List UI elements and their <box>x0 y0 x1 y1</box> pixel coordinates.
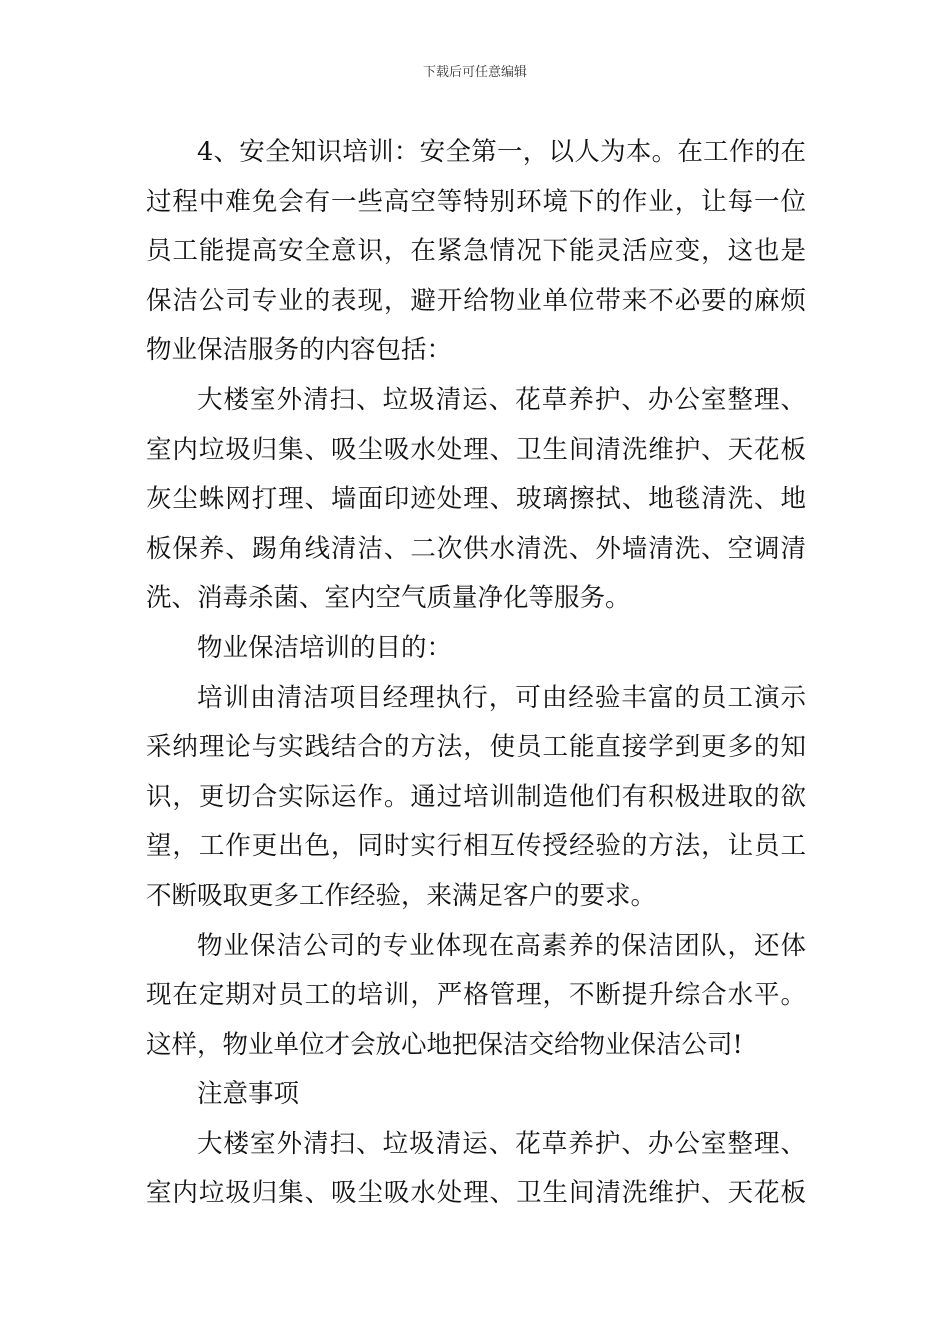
paragraph-service-content-line-2: 室内垃圾归集、吸尘吸水处理、卫生间清洗维护、天花板 <box>146 434 806 465</box>
paragraph-safety-training-line-4: 保洁公司专业的表现，避开给物业单位带来不必要的麻烦 <box>146 285 806 316</box>
paragraph-service-content-line-1: 大楼室外清扫、垃圾清运、花草养护、办公室整理、 <box>197 384 806 415</box>
paragraph-professionalism-line-1: 物业保洁公司的专业体现在高素养的保洁团队，还体 <box>197 930 806 961</box>
paragraph-training-purpose-line-4: 望，工作更出色，同时实行相互传授经验的方法，让员工 <box>146 831 806 862</box>
paragraph-training-purpose-line-1: 培训由清洁项目经理执行，可由经验丰富的员工演示 <box>197 682 806 713</box>
paragraph-training-purpose-line-5: 不断吸取更多工作经验，来满足客户的要求。 <box>146 880 657 911</box>
paragraph-safety-training-line-3: 员工能提高安全意识，在紧急情况下能灵活应变，这也是 <box>146 236 806 267</box>
paragraph-safety-training-line-2: 过程中难免会有一些高空等特别环境下的作业，让每一位 <box>146 186 806 217</box>
paragraph-training-purpose-line-3: 识，更切合实际运作。通过培训制造他们有积极进取的欲 <box>146 781 806 812</box>
paragraph-service-content-line-5: 洗、消毒杀菌、室内空气质量净化等服务。 <box>146 583 631 614</box>
document-body <box>146 128 806 1219</box>
paragraph-training-purpose-line-2: 采纳理论与实践结合的方法，使员工能直接学到更多的知 <box>146 732 806 763</box>
heading-notes: 注意事项 <box>197 1079 300 1110</box>
paragraph-service-content-line-4: 板保养、踢角线清洁、二次供水清洗、外墙清洗、空调清 <box>146 533 806 564</box>
paragraph-notes-line-2: 室内垃圾归集、吸尘吸水处理、卫生间清洗维护、天花板 <box>146 1178 806 1209</box>
paragraph-professionalism-line-3: 这样，物业单位才会放心地把保洁交给物业保洁公司! <box>146 1029 743 1060</box>
paragraph-notes-line-1: 大楼室外清扫、垃圾清运、花草养护、办公室整理、 <box>197 1128 806 1159</box>
paragraph-safety-training-line-5: 物业保洁服务的内容包括： <box>146 335 453 366</box>
paragraph-service-content-line-3: 灰尘蛛网打理、墙面印迹处理、玻璃擦拭、地毯清洗、地 <box>146 484 806 515</box>
heading-training-purpose: 物业保洁培训的目的： <box>197 632 453 663</box>
paragraph-professionalism-line-2: 现在定期对员工的培训，严格管理，不断提升综合水平。 <box>146 980 806 1011</box>
page-header: 下载后可任意编辑 <box>422 65 527 80</box>
paragraph-safety-training-line-1: 4、安全知识培训：安全第一，以人为本。在工作的在 <box>197 137 806 167</box>
